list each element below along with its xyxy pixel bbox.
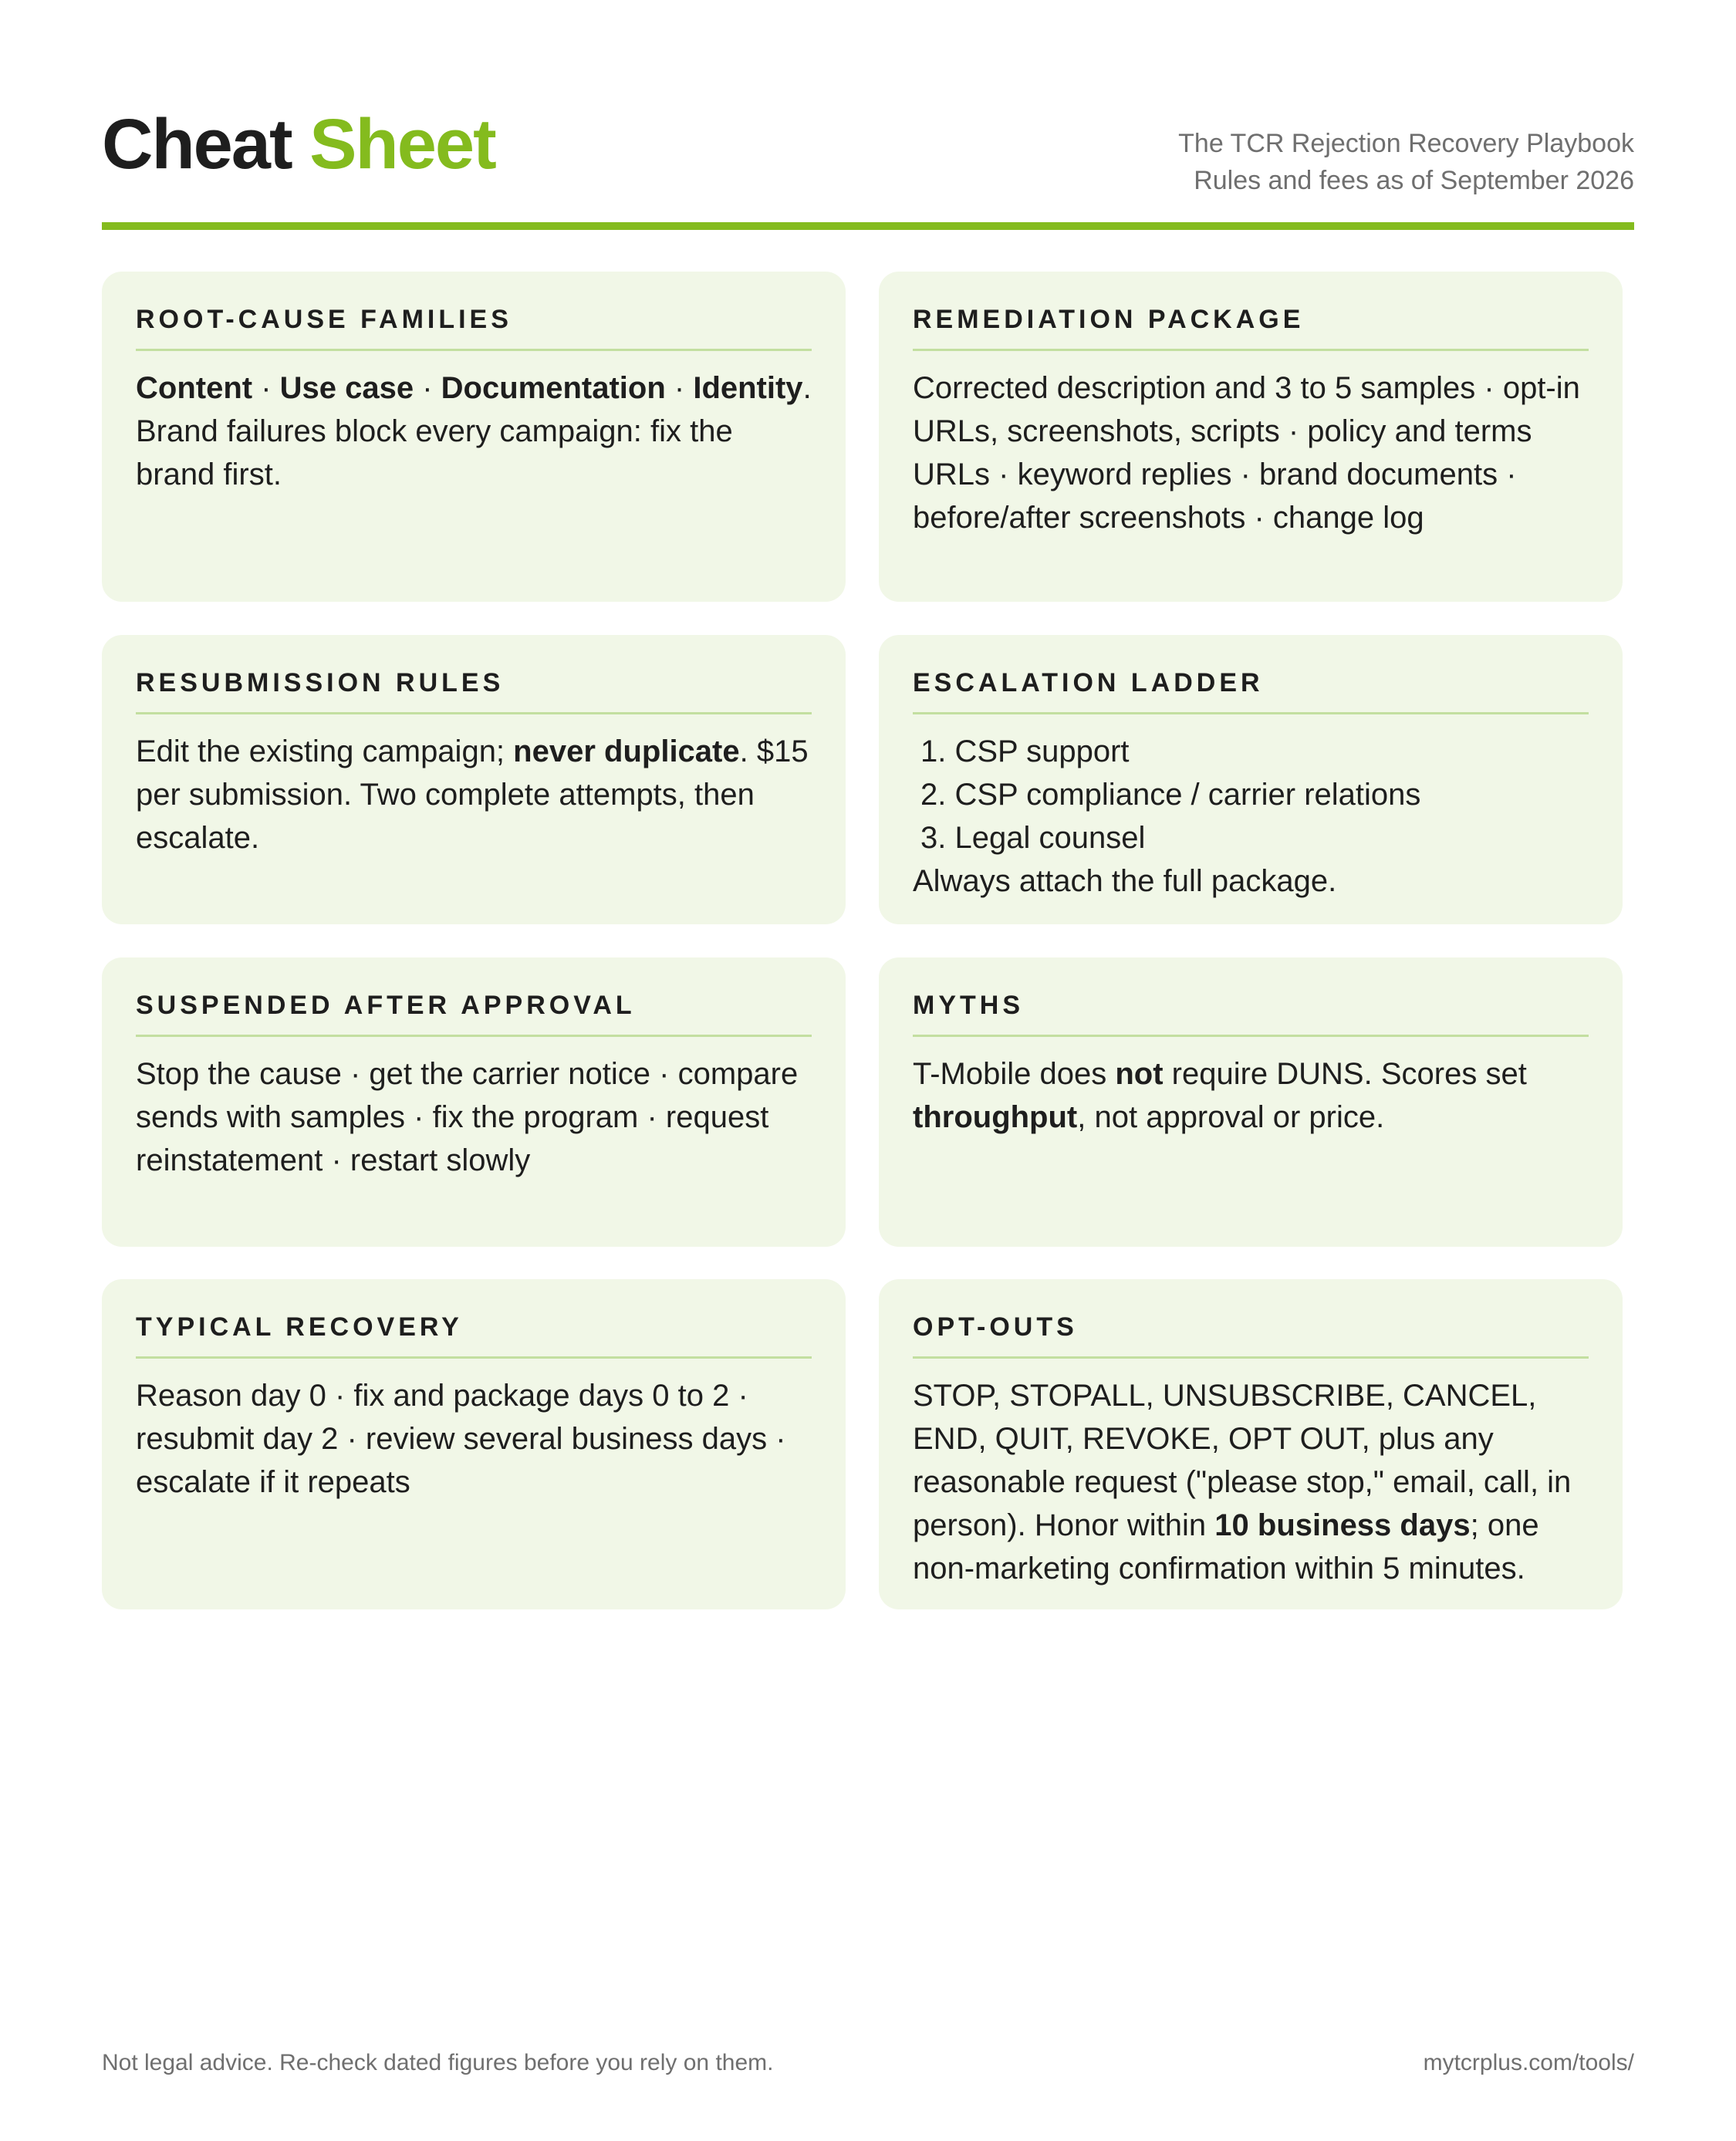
bold-term: 10 business days xyxy=(1214,1508,1471,1542)
bold-term: never duplicate xyxy=(513,734,740,768)
header-rule xyxy=(102,222,1634,230)
card-remediation-package xyxy=(879,272,1623,602)
title-main: Cheat xyxy=(102,105,292,184)
subtitle-line-1: The TCR Rejection Recovery Playbook xyxy=(1178,129,1634,158)
body-text: . $15 per submission. Two complete attempts, then escalate. xyxy=(136,734,809,855)
card-opt-outs xyxy=(879,1279,1623,1609)
card-body xyxy=(913,1052,1589,1139)
title-accent: Sheet xyxy=(309,105,495,184)
bold-term: Documentation xyxy=(441,371,666,405)
card-title: MYTHS xyxy=(913,990,1589,1037)
card-title: OPT-OUTS xyxy=(913,1312,1589,1359)
list-item: 1. CSP support xyxy=(920,734,1130,768)
body-text: . Brand failures block every campaign: fix the brand first. xyxy=(136,371,812,491)
escalation-list xyxy=(913,730,1589,859)
card-body xyxy=(136,366,812,496)
card-body xyxy=(913,1374,1589,1590)
body-text: Edit the existing campaign; xyxy=(136,734,514,768)
separator: · xyxy=(414,371,441,405)
footer-disclaimer: Not legal advice. Re-check dated figures before you rely on them. xyxy=(102,2050,774,2075)
body-text: ; one non-marketing confirmation within 5 minutes. xyxy=(913,1508,1539,1585)
card-suspended-after-approval xyxy=(102,957,846,1247)
bold-term: Identity xyxy=(693,371,803,405)
bold-term: throughput xyxy=(913,1100,1078,1134)
card-body: Stop the cause · get the carrier notice · compare sends with samples · fix the program · request reinstatement · restart slowly xyxy=(136,1057,799,1177)
card-body xyxy=(913,730,1589,903)
bold-term: Content xyxy=(136,371,253,405)
card-body: Reason day 0 · fix and package days 0 to 2 · resubmit day 2 · review several business days · escalate if it repeats xyxy=(136,1379,786,1499)
bold-term: Use case xyxy=(279,371,414,405)
subtitle-line-2: Rules and fees as of September 2026 xyxy=(1194,166,1634,195)
page-subtitle xyxy=(1178,125,1634,199)
body-text: require DUNS. Scores set xyxy=(1163,1057,1527,1091)
card-title: ROOT-CAUSE FAMILIES xyxy=(136,304,812,351)
card-title: SUSPENDED AFTER APPROVAL xyxy=(136,990,812,1037)
list-item: 3. Legal counsel xyxy=(920,821,1146,855)
card-title: REMEDIATION PACKAGE xyxy=(913,304,1589,351)
card-escalation-ladder xyxy=(879,635,1623,924)
card-myths xyxy=(879,957,1623,1247)
card-root-cause-families xyxy=(102,272,846,602)
separator: · xyxy=(252,371,280,405)
escalation-note: Always attach the full package. xyxy=(913,864,1337,898)
bold-term: not xyxy=(1115,1057,1164,1091)
card-resubmission-rules xyxy=(102,635,846,924)
list-item: 2. CSP compliance / carrier relations xyxy=(920,778,1421,812)
page-title xyxy=(102,102,495,187)
card-body: Corrected description and 3 to 5 samples · opt-in URLs, screenshots, scripts · policy and terms URLs · keyword replies · brand documents · before/after screenshots · change log xyxy=(913,371,1580,535)
body-text: , not approval or price. xyxy=(1077,1100,1385,1134)
card-body xyxy=(136,730,812,859)
card-title: ESCALATION LADDER xyxy=(913,667,1589,714)
body-text: STOP, STOPALL, UNSUBSCRIBE, CANCEL, END, QUIT, REVOKE, OPT OUT, plus any reasonable request ("please stop," email, call, in person). Honor within xyxy=(913,1379,1572,1542)
card-title: RESUBMISSION RULES xyxy=(136,667,812,714)
page-header xyxy=(102,99,1634,230)
footer-url[interactable]: mytcrplus.com/tools/ xyxy=(1423,2050,1634,2075)
card-typical-recovery xyxy=(102,1279,846,1609)
separator: · xyxy=(665,371,694,405)
card-title: TYPICAL RECOVERY xyxy=(136,1312,812,1359)
body-text: T-Mobile does xyxy=(913,1057,1116,1091)
